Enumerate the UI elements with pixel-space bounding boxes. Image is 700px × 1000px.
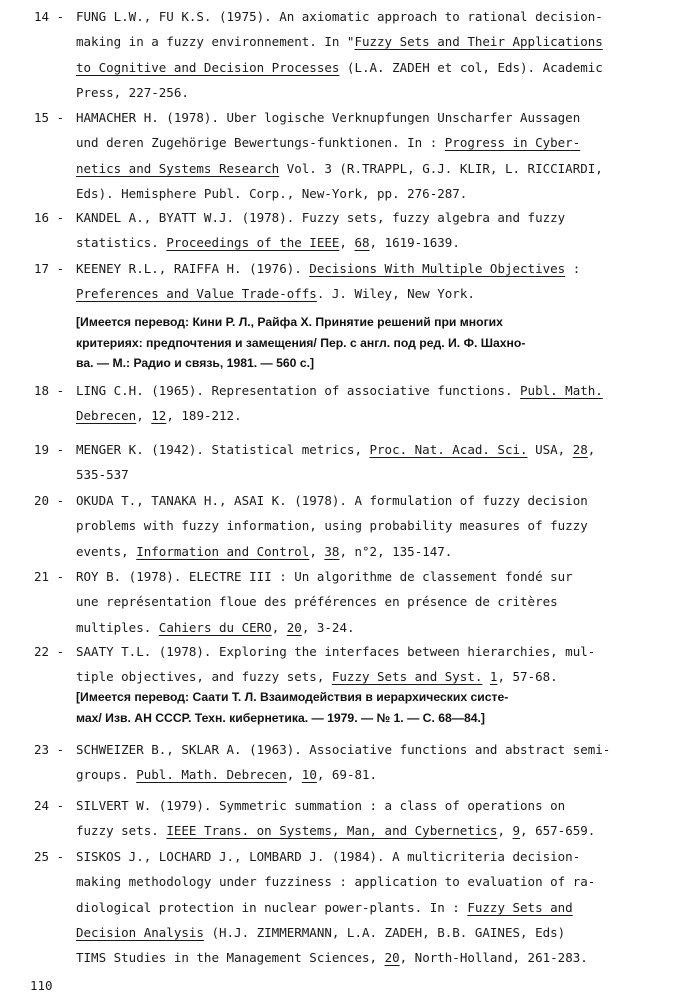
citation-line xyxy=(76,737,610,762)
citation-text: statistics. xyxy=(76,235,167,251)
citation-text: Vol. 3 (R.TRAPPL, G.J. KLIR, L. RICCIARDI, xyxy=(279,160,603,176)
reference-number: 17 - xyxy=(34,261,65,276)
citation-line xyxy=(76,403,603,428)
citation-line xyxy=(76,156,603,181)
reference-number: 25 - xyxy=(34,849,65,864)
reference-number: 20 - xyxy=(34,493,65,508)
reference-citation xyxy=(76,639,595,690)
underlined-title: Fuzzy Sets and Syst. xyxy=(331,669,483,685)
citation-line xyxy=(76,920,595,945)
underlined-title: 68 xyxy=(354,235,370,251)
citation-line xyxy=(76,256,580,281)
page-number: 110 xyxy=(30,978,53,993)
citation-line xyxy=(76,762,610,787)
citation-line xyxy=(76,539,588,564)
translation-line: мах/ Изв. АН СССР. Техн. кибернетика. — 1979. — № 1. — С. 68—84.] xyxy=(76,710,485,725)
reference-number: 23 - xyxy=(34,742,65,757)
citation-text: , 57-68. xyxy=(497,669,558,685)
underlined-title: IEEE Trans. on Systems, Man, and Cybernetics xyxy=(166,823,498,839)
citation-text: events, xyxy=(76,543,137,559)
citation-text: USA, xyxy=(527,442,573,457)
citation-line xyxy=(76,437,595,462)
translation-line: ва. — М.: Радио и связь, 1981. — 560 с.] xyxy=(76,356,315,370)
citation-text: , North-Holland, 261-283. xyxy=(399,950,588,966)
reference-number: 14 - xyxy=(34,9,65,24)
underlined-title: netics and Systems Research xyxy=(76,160,280,176)
citation-line xyxy=(76,945,595,970)
citation-line xyxy=(76,80,603,105)
citation-text: SISKOS J., LOCHARD J., LOMBARD J. (1984). A multicriteria decision- xyxy=(76,849,581,864)
citation-text: SAATY T.L. (1978). Exploring the interfaces between hierarchies, mul- xyxy=(76,644,596,659)
underlined-title: Fuzzy Sets and Their Applications xyxy=(354,34,603,50)
citation-text: , 69-81. xyxy=(316,767,378,783)
underlined-title: Progress in Cyber- xyxy=(444,135,581,151)
reference-number: 21 - xyxy=(34,569,65,584)
underlined-title: Publ. Math. Debrecen xyxy=(136,767,287,783)
citation-text: , xyxy=(497,823,513,839)
reference-citation xyxy=(76,378,603,429)
citation-line xyxy=(76,130,603,155)
reference-citation xyxy=(76,4,603,105)
citation-text: SILVERT W. (1979). Symmetric summation : a class of operations on xyxy=(76,798,566,813)
citation-line xyxy=(76,105,603,130)
reference-citation xyxy=(76,105,603,206)
reference-number: 22 - xyxy=(34,644,65,659)
citation-text: , 657-659. xyxy=(520,823,596,839)
underlined-title: 28 xyxy=(572,442,588,457)
citation-text: diological protection in nuclear power-plants. In : xyxy=(76,899,468,915)
citation-text: une représentation floue des préférences en présence de critères xyxy=(76,594,558,610)
russian-translation-note xyxy=(76,687,666,728)
underlined-title: Information and Control xyxy=(136,543,310,559)
citation-line xyxy=(76,793,595,818)
citation-line xyxy=(76,639,595,664)
citation-text: , xyxy=(271,619,287,635)
citation-line xyxy=(76,589,573,614)
reference-citation xyxy=(76,564,573,640)
reference-citation xyxy=(76,488,588,564)
citation-text: , 189-212. xyxy=(166,408,242,424)
citation-text: LING C.H. (1965). Representation of associative functions. xyxy=(76,383,521,398)
reference-citation xyxy=(76,737,610,788)
citation-line xyxy=(76,205,565,230)
citation-text: problems with fuzzy information, using probability measures of fuzzy xyxy=(76,518,588,534)
citation-text: HAMACHER H. (1978). Uber logische Verknupfungen Unscharfer Aussagen xyxy=(76,110,581,125)
underlined-title: 1 xyxy=(489,669,498,685)
reference-number: 18 - xyxy=(34,383,65,398)
reference-citation xyxy=(76,205,565,256)
underlined-title: 38 xyxy=(324,543,340,559)
citation-text xyxy=(482,669,490,684)
reference-citation xyxy=(76,844,595,970)
citation-line xyxy=(76,230,565,255)
citation-line xyxy=(76,462,595,487)
citation-line xyxy=(76,55,603,80)
underlined-title: Debrecen xyxy=(76,408,137,424)
citation-text: Eds). Hemisphere Publ. Corp., New-York, pp. 276-287. xyxy=(76,185,468,201)
underlined-title: Cahiers du CERO xyxy=(158,619,272,635)
citation-line xyxy=(76,869,595,894)
citation-text: : xyxy=(565,261,581,276)
citation-text: , xyxy=(339,235,355,251)
underlined-title: Fuzzy Sets and xyxy=(467,899,573,915)
citation-line xyxy=(76,844,595,869)
citation-line xyxy=(76,281,580,306)
citation-text: OKUDA T., TANAKA H., ASAI K. (1978). A formulation of fuzzy decision xyxy=(76,493,588,508)
underlined-title: Proceedings of the IEEE xyxy=(166,235,340,251)
citation-text: . J. Wiley, New York. xyxy=(316,286,475,302)
underlined-title: 10 xyxy=(301,767,317,783)
citation-text: , xyxy=(587,442,596,457)
citation-line xyxy=(76,378,603,403)
reference-citation xyxy=(76,256,580,307)
reference-number: 15 - xyxy=(34,110,65,125)
citation-text: , xyxy=(309,543,325,559)
citation-text: 535-537 xyxy=(76,467,129,483)
underlined-title: 9 xyxy=(512,823,521,839)
citation-text: , xyxy=(286,767,302,783)
underlined-title: Preferences and Value Trade-offs xyxy=(76,286,317,302)
translation-line: [Имеется перевод: Саати Т. Л. Взаимодействия в иерархических систе- xyxy=(76,690,509,704)
citation-text: KEENEY R.L., RAIFFA H. (1976). xyxy=(76,261,310,276)
citation-line xyxy=(76,564,573,589)
citation-text: multiples. xyxy=(76,619,159,635)
translation-line: [Имеется перевод: Кини Р. Л., Райфа Х. Принятие решений при многих xyxy=(76,315,503,329)
citation-text: , 3-24. xyxy=(301,619,355,635)
citation-line xyxy=(76,895,595,920)
reference-number: 24 - xyxy=(34,798,65,813)
citation-line xyxy=(76,513,588,538)
citation-line xyxy=(76,818,595,843)
citation-text: , n°2, 135-147. xyxy=(339,543,453,559)
citation-text: ROY B. (1978). ELECTRE III : Un algorithme de classement fondé sur xyxy=(76,569,573,584)
underlined-title: Decision Analysis xyxy=(76,924,204,940)
citation-text: FUNG L.W., FU K.S. (1975). An axiomatic approach to rational decision- xyxy=(76,9,603,24)
citation-text: making in a fuzzy environnement. In " xyxy=(76,34,355,50)
citation-line xyxy=(76,488,588,513)
russian-translation-note xyxy=(76,312,666,374)
translation-line: критериях: предпочтения и замещения/ Пер. с англ. под ред. И. Ф. Шахно- xyxy=(76,335,526,350)
reference-citation xyxy=(76,437,595,488)
underlined-title: Decisions With Multiple Objectives xyxy=(309,261,566,276)
citation-text: making methodology under fuzziness : application to evaluation of ra- xyxy=(76,874,596,890)
citation-line xyxy=(76,664,595,689)
citation-text: , xyxy=(136,408,152,424)
citation-text: tiple objectives, and fuzzy sets, xyxy=(76,669,332,685)
underlined-title: 20 xyxy=(384,950,400,966)
citation-text: (H.J. ZIMMERMANN, L.A. ZADEH, B.B. GAINES, Eds) xyxy=(203,924,566,940)
citation-line xyxy=(76,29,603,54)
underlined-title: to Cognitive and Decision Processes xyxy=(76,59,340,75)
citation-text: groups. xyxy=(76,767,137,783)
citation-text: (L.A. ZADEH et col, Eds). Academic xyxy=(339,59,603,75)
underlined-title: Publ. Math. xyxy=(520,383,603,398)
citation-text: und deren Zugehörige Bewertungs-funktionen. In : xyxy=(76,135,445,151)
reference-citation xyxy=(76,793,595,844)
citation-line xyxy=(76,4,603,29)
citation-line xyxy=(76,181,603,206)
citation-text: , 1619-1639. xyxy=(369,235,460,251)
underlined-title: Proc. Nat. Acad. Sci. xyxy=(369,442,528,457)
reference-number: 19 - xyxy=(34,442,65,457)
citation-text: TIMS Studies in the Management Sciences, xyxy=(76,950,385,966)
underlined-title: 12 xyxy=(151,408,167,424)
underlined-title: 20 xyxy=(286,619,302,635)
citation-text: fuzzy sets. xyxy=(76,823,167,839)
citation-text: Press, 227-256. xyxy=(76,84,189,100)
reference-number: 16 - xyxy=(34,210,65,225)
citation-line xyxy=(76,615,573,640)
citation-text: KANDEL A., BYATT W.J. (1978). Fuzzy sets, fuzzy algebra and fuzzy xyxy=(76,210,566,225)
citation-text: MENGER K. (1942). Statistical metrics, xyxy=(76,442,370,457)
citation-text: SCHWEIZER B., SKLAR A. (1963). Associative functions and abstract semi- xyxy=(76,742,611,757)
